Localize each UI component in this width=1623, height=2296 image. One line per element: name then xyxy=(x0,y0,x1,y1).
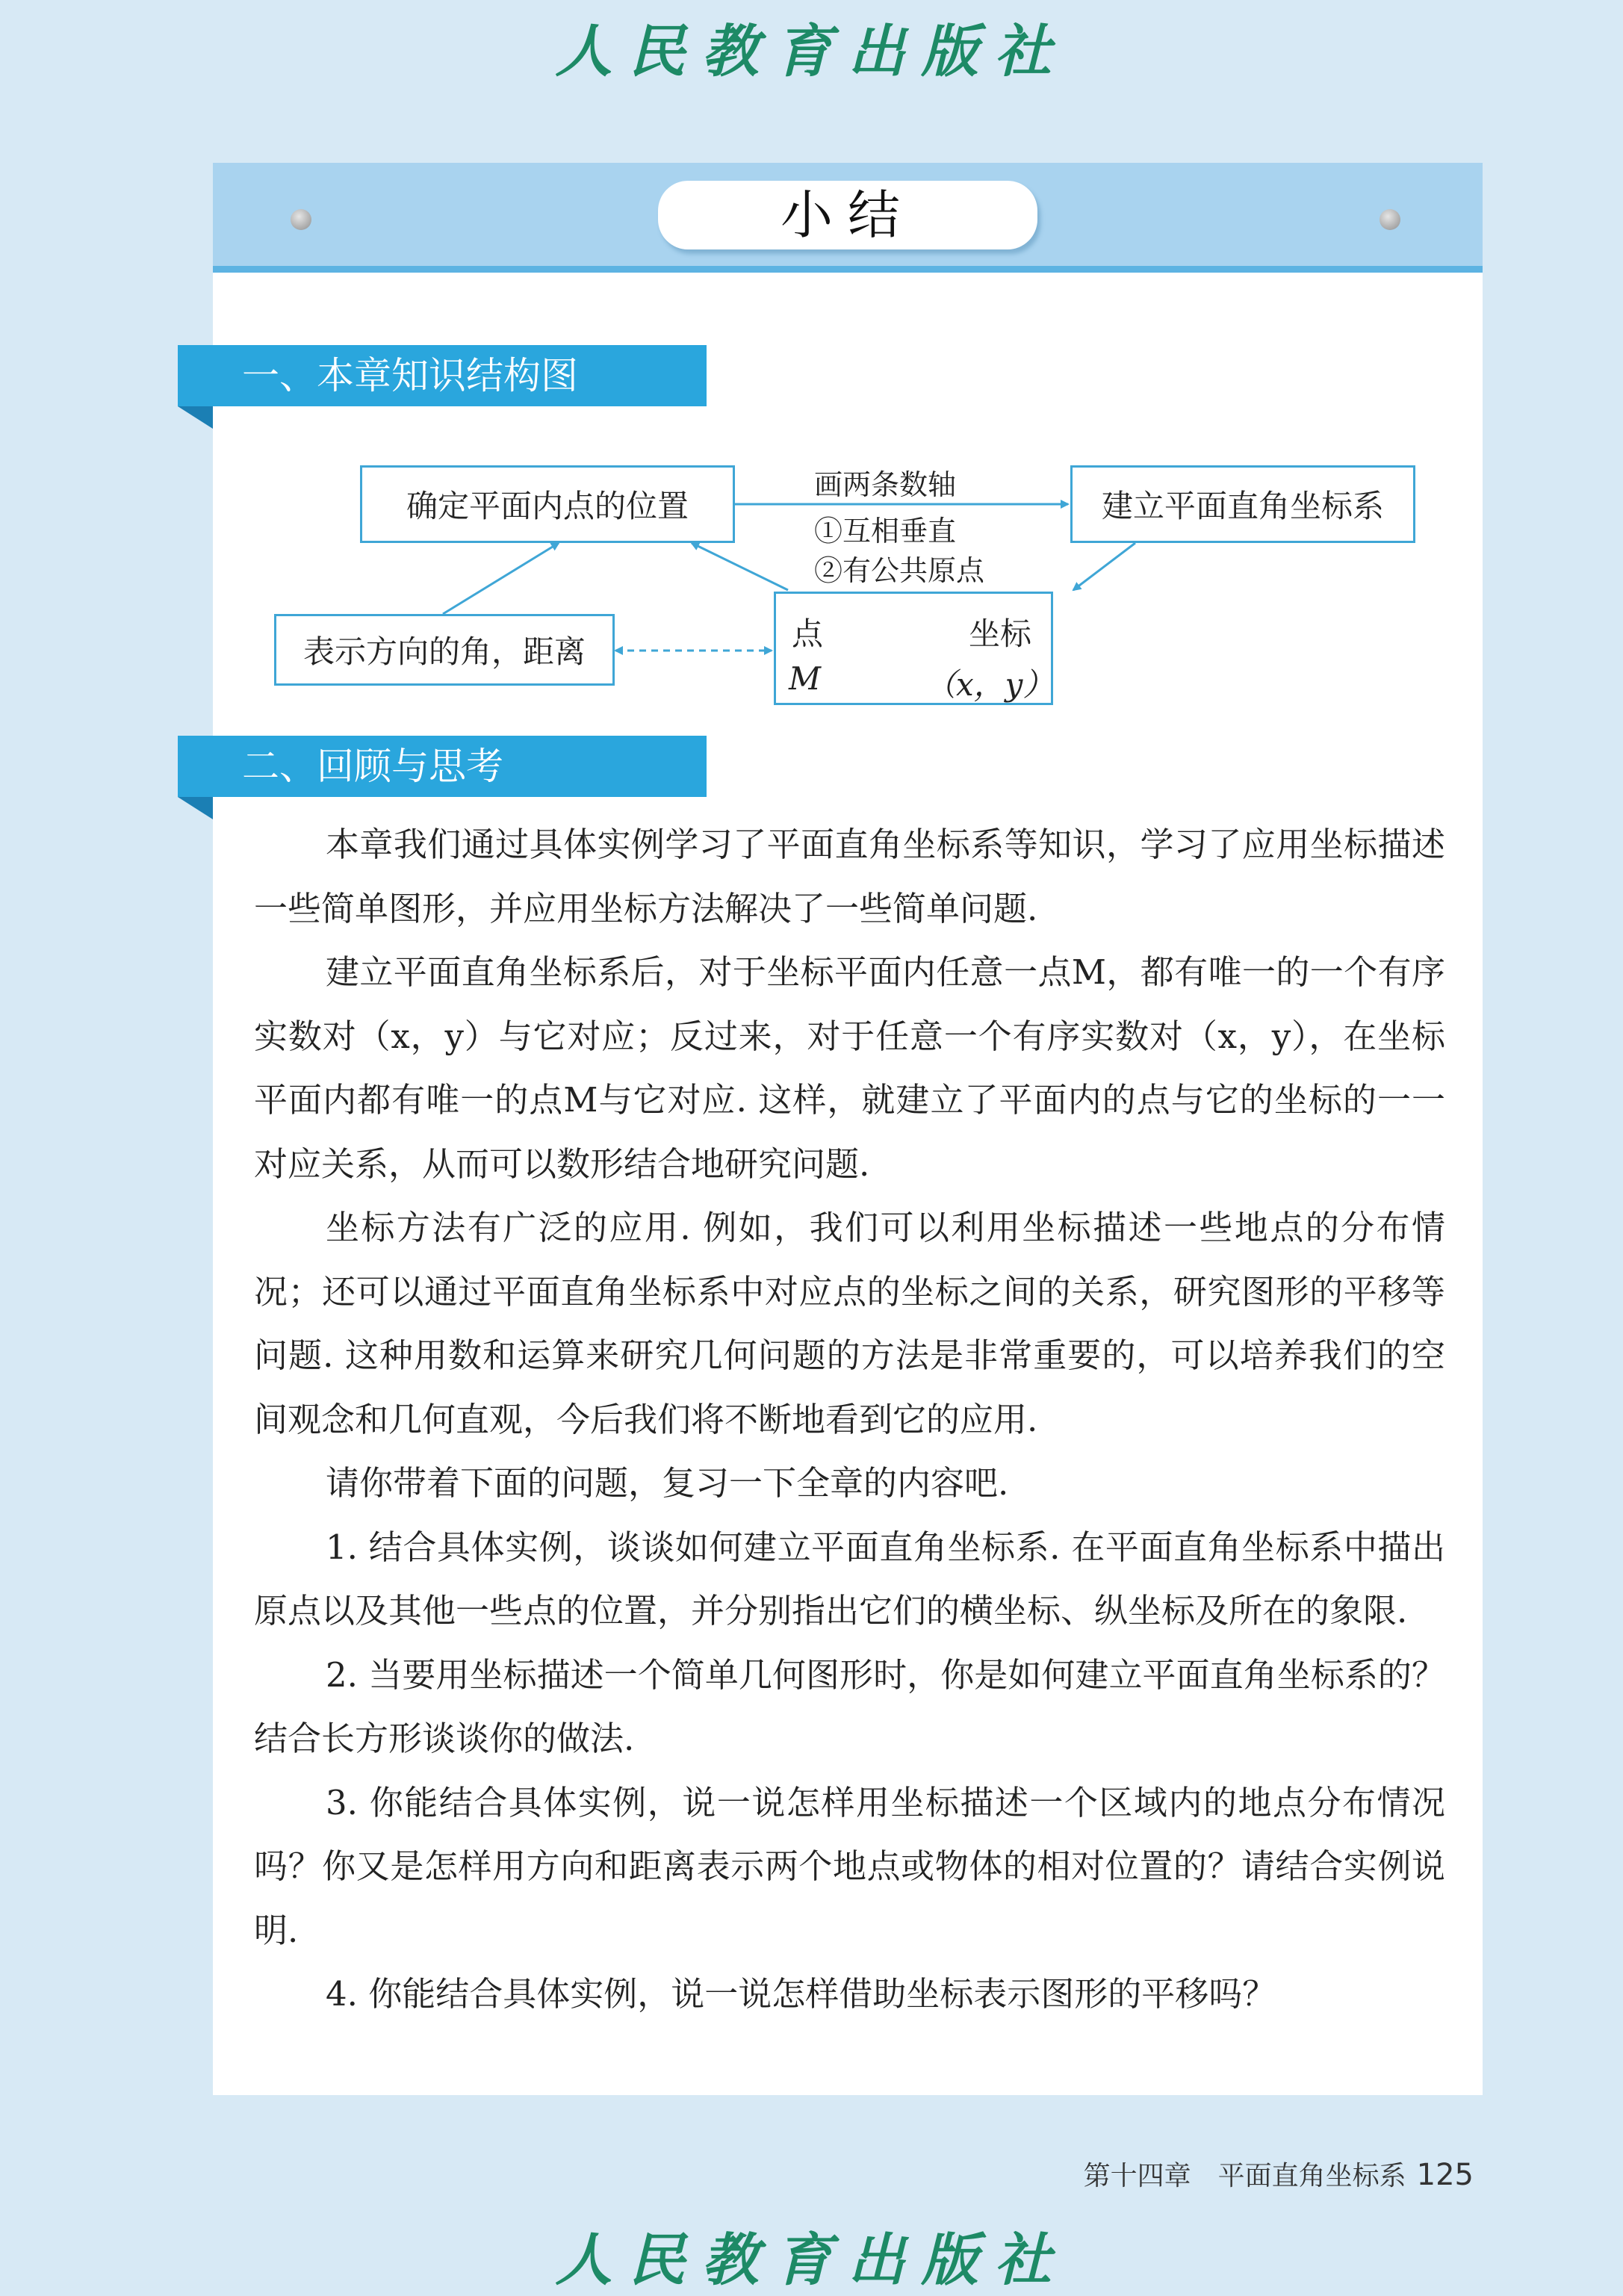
card-header xyxy=(213,163,1483,273)
box-build-coordinate-system: 建立平面直角坐标系 xyxy=(1070,465,1415,543)
box-direction-distance: 表示方向的角，距离 xyxy=(274,614,615,686)
box-determine-position: 确定平面内点的位置 xyxy=(360,465,735,543)
label-draw-two-axes: 画两条数轴 xyxy=(814,468,957,501)
label-mutually-perpendicular: ①互相垂直 xyxy=(814,515,957,547)
section-heading-review: 二、回顾与思考 xyxy=(178,736,707,797)
review-text xyxy=(254,813,1445,2026)
summary-title: 小结 xyxy=(658,181,1037,249)
page-number: 125 xyxy=(1416,2158,1474,2192)
question-4: 4. 你能结合具体实例，说一说怎样借助坐标表示图形的平移吗？ xyxy=(326,1974,1276,2014)
page-footer xyxy=(1084,2155,1474,2193)
label-common-origin: ②有公共原点 xyxy=(814,554,985,587)
paragraph-review-prompt: 请你带着下面的问题，复习一下全章的内容吧. xyxy=(326,1463,1009,1503)
section-heading-structure: 一、本章知识结构图 xyxy=(178,345,707,406)
label-coordinate: 坐标 xyxy=(969,615,1032,652)
binder-hole-right xyxy=(1380,209,1400,230)
question-3: 3. 你能结合具体实例，说一说怎样用坐标描述一个区域内的地点分布情况吗？你又是怎样用方向和距离表示两个地点或物体的相对位置的？请结合实例说明. xyxy=(254,1782,1445,1950)
publisher-logo-top: 人民教育出版社 xyxy=(555,18,1068,84)
label-coordinate-xy: （x，y） xyxy=(925,666,1055,703)
paragraph-intro: 本章我们通过具体实例学习了平面直角坐标系等知识，学习了应用坐标描述一些简单图形，并应用坐标方法解决了一些简单问题. xyxy=(254,825,1445,928)
question-2: 2. 当要用坐标描述一个简单几何图形时，你是如何建立平面直角坐标系的？结合长方形谈谈你的做法. xyxy=(254,1654,1445,1758)
paragraph-correspondence: 建立平面直角坐标系后，对于坐标平面内任意一点M，都有唯一的一个有序实数对（x，y）与它对应；反过来，对于任意一个有序实数对（x，y），在坐标平面内都有唯一的点M与它对应. 这样，就建立了平面内的点与它的坐标的一一对应关系，从而可以数形结合地研究问题. xyxy=(254,952,1445,1184)
publisher-logo-bottom: 人民教育出版社 xyxy=(555,2227,1068,2293)
footer-chapter: 第十四章 平面直角坐标系 xyxy=(1083,2161,1406,2191)
label-point: 点 xyxy=(792,615,824,652)
paragraph-applications: 坐标方法有广泛的应用. 例如，我们可以利用坐标描述一些地点的分布情况；还可以通过平面直角坐标系中对应点的坐标之间的关系，研究图形的平移等问题. 这种用数和运算来研究几何问题的方法是非常重要的，可以培养我们的空间观念和几何直观，今后我们将不断地看到它的应用. xyxy=(254,1208,1445,1439)
question-1: 1. 结合具体实例，谈谈如何建立平面直角坐标系. 在平面直角坐标系中描出原点以及其他一些点的位置，并分别指出它们的横坐标、纵坐标及所在的象限. xyxy=(254,1527,1445,1631)
label-point-m: M xyxy=(789,660,822,697)
binder-hole-left xyxy=(291,209,311,230)
